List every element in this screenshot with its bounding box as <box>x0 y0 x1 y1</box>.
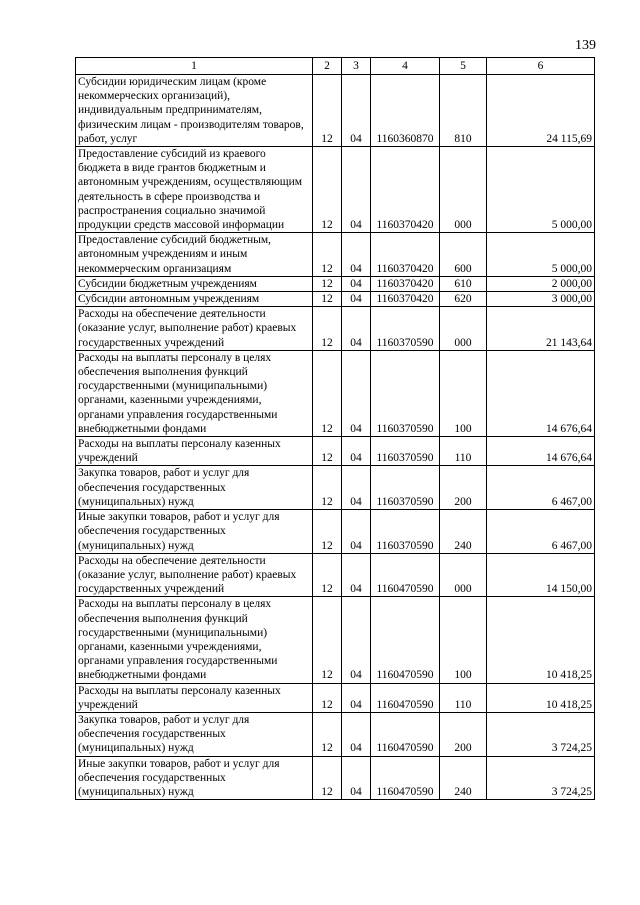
section-cell: 12 <box>313 292 342 307</box>
amount-cell: 5 000,00 <box>487 147 595 233</box>
amount-cell: 3 724,25 <box>487 756 595 800</box>
section-cell: 12 <box>313 466 342 510</box>
subsection-cell: 04 <box>342 553 371 597</box>
expense-type-cell: 110 <box>440 437 487 466</box>
expense-type-cell: 100 <box>440 597 487 683</box>
table-row <box>76 466 595 510</box>
table-row <box>76 756 595 800</box>
amount-cell: 14 676,64 <box>487 350 595 436</box>
subsection-cell: 04 <box>342 683 371 712</box>
expense-name-cell: Предоставление субсидий бюджетным, автономным учреждениям и иным некоммерческим организациям <box>76 233 313 277</box>
amount-cell: 14 676,64 <box>487 437 595 466</box>
budget-table <box>75 57 595 800</box>
amount-cell: 14 150,00 <box>487 553 595 597</box>
section-cell: 12 <box>313 75 342 147</box>
target-code-cell: 1160370590 <box>371 510 440 554</box>
expense-name-cell: Предоставление субсидий из краевого бюджета в виде грантов бюджетным и автономным учреждениям, осуществляющим деятельность в сфере производства и распространения социально значимой продукции средств массовой информации <box>76 147 313 233</box>
expense-name-cell: Субсидии юридическим лицам (кроме некоммерческих организаций), индивидуальным предпринимателям, физическим лицам - производителям товаров, работ, услуг <box>76 75 313 147</box>
expense-name-cell: Расходы на выплаты персоналу в целях обеспечения выполнения функций государственными (муниципальными) органами, казенными учреждениями, органами управления государственными внебюджетными фондами <box>76 597 313 683</box>
table-row <box>76 233 595 277</box>
expense-type-cell: 000 <box>440 147 487 233</box>
target-code-cell: 1160470590 <box>371 683 440 712</box>
expense-name-cell: Расходы на выплаты персоналу казенных учреждений <box>76 437 313 466</box>
section-cell: 12 <box>313 597 342 683</box>
section-cell: 12 <box>313 350 342 436</box>
expense-name-cell: Закупка товаров, работ и услуг для обеспечения государственных (муниципальных) нужд <box>76 466 313 510</box>
table-row <box>76 276 595 291</box>
expense-name-cell: Расходы на обеспечение деятельности (оказание услуг, выполнение работ) краевых государственных учреждений <box>76 553 313 597</box>
expense-type-cell: 110 <box>440 683 487 712</box>
expense-type-cell: 200 <box>440 712 487 756</box>
expense-type-cell: 240 <box>440 510 487 554</box>
header-cell: 6 <box>487 58 595 75</box>
amount-cell: 5 000,00 <box>487 233 595 277</box>
header-cell: 2 <box>313 58 342 75</box>
amount-cell: 24 115,69 <box>487 75 595 147</box>
target-code-cell: 1160360870 <box>371 75 440 147</box>
table-row <box>76 75 595 147</box>
expense-type-cell: 240 <box>440 756 487 800</box>
subsection-cell: 04 <box>342 75 371 147</box>
target-code-cell: 1160370590 <box>371 350 440 436</box>
target-code-cell: 1160370590 <box>371 466 440 510</box>
target-code-cell: 1160470590 <box>371 756 440 800</box>
expense-name-cell: Расходы на обеспечение деятельности (оказание услуг, выполнение работ) краевых государственных учреждений <box>76 307 313 351</box>
subsection-cell: 04 <box>342 292 371 307</box>
table-row <box>76 350 595 436</box>
amount-cell: 6 467,00 <box>487 466 595 510</box>
expense-type-cell: 610 <box>440 276 487 291</box>
expense-name-cell: Иные закупки товаров, работ и услуг для обеспечения государственных (муниципальных) нужд <box>76 510 313 554</box>
section-cell: 12 <box>313 683 342 712</box>
subsection-cell: 04 <box>342 350 371 436</box>
header-cell: 3 <box>342 58 371 75</box>
subsection-cell: 04 <box>342 437 371 466</box>
amount-cell: 10 418,25 <box>487 597 595 683</box>
amount-cell: 21 143,64 <box>487 307 595 351</box>
section-cell: 12 <box>313 712 342 756</box>
amount-cell: 3 724,25 <box>487 712 595 756</box>
section-cell: 12 <box>313 147 342 233</box>
expense-name-cell: Субсидии автономным учреждениям <box>76 292 313 307</box>
header-cell: 5 <box>440 58 487 75</box>
section-cell: 12 <box>313 756 342 800</box>
subsection-cell: 04 <box>342 597 371 683</box>
table-row <box>76 510 595 554</box>
subsection-cell: 04 <box>342 510 371 554</box>
target-code-cell: 1160470590 <box>371 712 440 756</box>
header-cell: 4 <box>371 58 440 75</box>
subsection-cell: 04 <box>342 276 371 291</box>
header-cell: 1 <box>76 58 313 75</box>
section-cell: 12 <box>313 307 342 351</box>
target-code-cell: 1160470590 <box>371 553 440 597</box>
subsection-cell: 04 <box>342 147 371 233</box>
table-row <box>76 553 595 597</box>
expense-type-cell: 600 <box>440 233 487 277</box>
amount-cell: 3 000,00 <box>487 292 595 307</box>
amount-cell: 2 000,00 <box>487 276 595 291</box>
subsection-cell: 04 <box>342 307 371 351</box>
expense-type-cell: 100 <box>440 350 487 436</box>
expense-type-cell: 200 <box>440 466 487 510</box>
table-row <box>76 597 595 683</box>
amount-cell: 10 418,25 <box>487 683 595 712</box>
target-code-cell: 1160470590 <box>371 597 440 683</box>
expense-type-cell: 000 <box>440 307 487 351</box>
section-cell: 12 <box>313 510 342 554</box>
amount-cell: 6 467,00 <box>487 510 595 554</box>
expense-type-cell: 810 <box>440 75 487 147</box>
subsection-cell: 04 <box>342 466 371 510</box>
expense-name-cell: Расходы на выплаты персоналу казенных учреждений <box>76 683 313 712</box>
table-row <box>76 437 595 466</box>
subsection-cell: 04 <box>342 712 371 756</box>
expense-name-cell: Иные закупки товаров, работ и услуг для обеспечения государственных (муниципальных) нужд <box>76 756 313 800</box>
table-row <box>76 307 595 351</box>
expense-name-cell: Расходы на выплаты персоналу в целях обеспечения выполнения функций государственными (муниципальными) органами, казенными учреждениями, органами управления государственными внебюджетными фондами <box>76 350 313 436</box>
table-row <box>76 712 595 756</box>
expense-type-cell: 000 <box>440 553 487 597</box>
table-row <box>76 292 595 307</box>
target-code-cell: 1160370420 <box>371 292 440 307</box>
expense-type-cell: 620 <box>440 292 487 307</box>
expense-name-cell: Закупка товаров, работ и услуг для обеспечения государственных (муниципальных) нужд <box>76 712 313 756</box>
target-code-cell: 1160370420 <box>371 147 440 233</box>
table-header-row <box>76 58 595 75</box>
section-cell: 12 <box>313 437 342 466</box>
target-code-cell: 1160370590 <box>371 437 440 466</box>
table-row <box>76 683 595 712</box>
expense-name-cell: Субсидии бюджетным учреждениям <box>76 276 313 291</box>
subsection-cell: 04 <box>342 233 371 277</box>
table-row <box>76 147 595 233</box>
section-cell: 12 <box>313 553 342 597</box>
section-cell: 12 <box>313 233 342 277</box>
subsection-cell: 04 <box>342 756 371 800</box>
section-cell: 12 <box>313 276 342 291</box>
target-code-cell: 1160370420 <box>371 276 440 291</box>
target-code-cell: 1160370590 <box>371 307 440 351</box>
target-code-cell: 1160370420 <box>371 233 440 277</box>
page-number: 139 <box>575 38 596 53</box>
